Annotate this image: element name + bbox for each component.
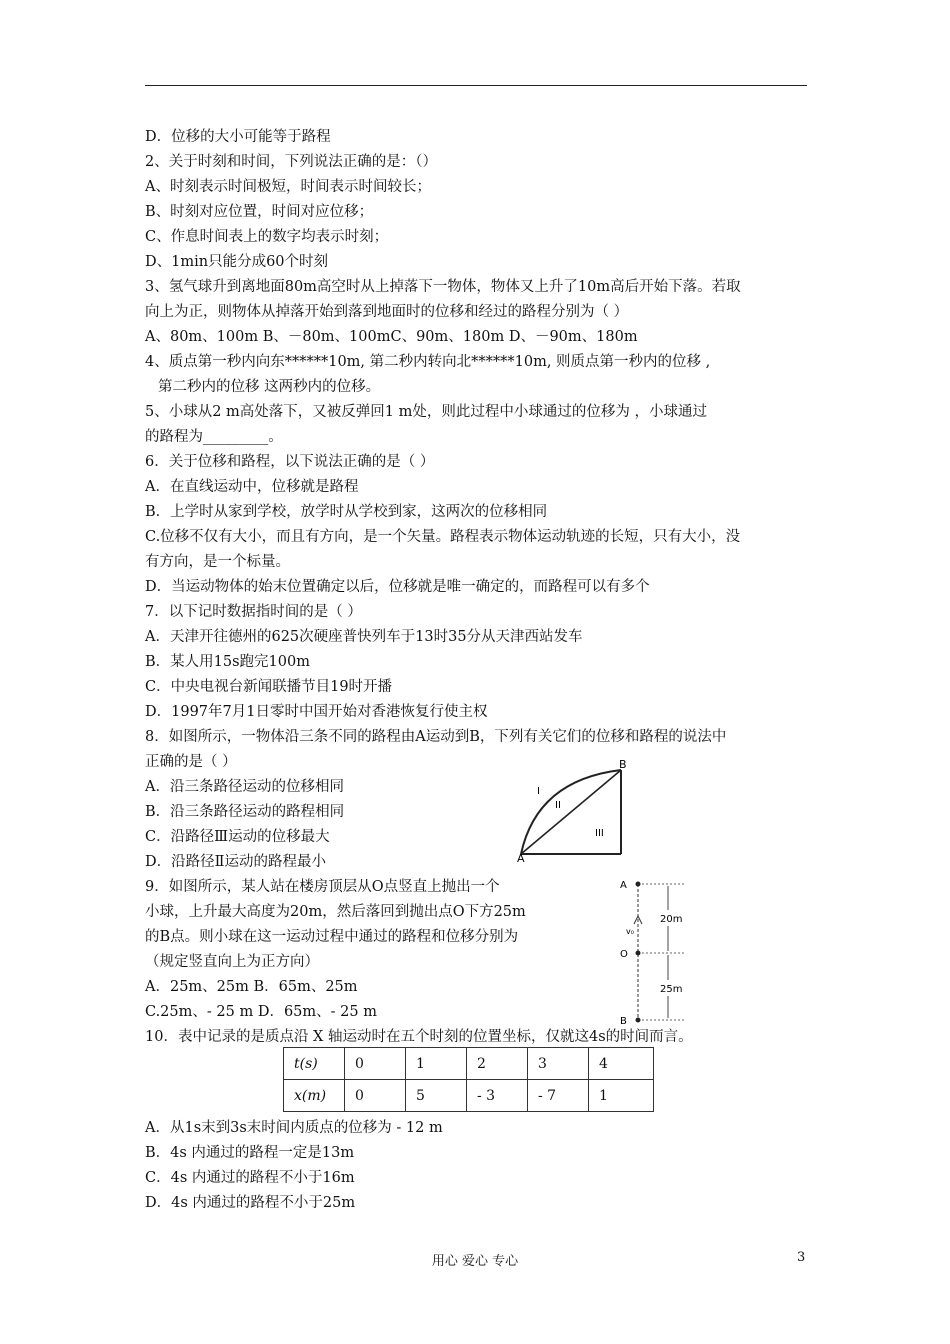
- text-line: A、时刻表示时间极短，时间表示时间较长；: [145, 179, 431, 195]
- table-cell: 1: [589, 1080, 654, 1112]
- text-line: D．当运动物体的始末位置确定以后，位移就是唯一确定的，而路程可以有多个: [145, 579, 650, 595]
- table-cell: 5: [406, 1080, 467, 1112]
- path-ii-straight: [521, 770, 621, 854]
- question-3: 3、氢气球升到离地面80m高空时从上掉落下一物体，物体又上升了10m高后开始下落。若取: [145, 279, 741, 295]
- table-row: [284, 1048, 654, 1080]
- label-v0: v₀: [626, 927, 634, 936]
- page-number: 3: [797, 1250, 806, 1265]
- text-line: B．4s 内通过的路程一定是13m: [145, 1145, 355, 1161]
- table-cell: 3: [528, 1048, 589, 1080]
- text-line: A、80m、100m B、－80m、100mC、90m、180m D、－90m、180m: [145, 329, 638, 345]
- table-header-t: t(s): [284, 1048, 345, 1080]
- point-o: [636, 951, 641, 956]
- text-line: D．4s 内通过的路程不小于25m: [145, 1195, 356, 1211]
- position-time-table: [283, 1047, 654, 1112]
- text-line: C.25m、- 25 m D．65m、- 25 m: [145, 1004, 377, 1020]
- text-line: 向上为正，则物体从掉落开始到落到地面时的位移和经过的路程分别为（ ）: [145, 304, 629, 320]
- question-5: 5、小球从2 m高处落下，又被反弹回1 m处，则此过程中小球通过的位移为 ，小球通过: [145, 404, 707, 420]
- text-line: C.位移不仅有大小，而且有方向，是一个矢量。路程表示物体运动轨迹的长短，只有大小，没: [145, 529, 741, 545]
- table-header-x: x(m): [284, 1080, 345, 1112]
- label-o: O: [620, 949, 628, 960]
- point-a: [636, 882, 641, 887]
- text-line: B、时刻对应位置，时间对应位移；: [145, 204, 374, 220]
- label-iii: III: [595, 828, 604, 839]
- label-a: A: [620, 880, 627, 891]
- text-line: C．中央电视台新闻联播节目19时开播: [145, 679, 393, 695]
- label-ii: II: [555, 800, 561, 811]
- table-cell: - 3: [467, 1080, 528, 1112]
- text-line: B．沿三条路径运动的路程相同: [145, 804, 345, 820]
- figure-vertical-throw: [612, 872, 692, 1027]
- text-line: 正确的是（ ）: [145, 754, 237, 770]
- footer-text: 用心 爱心 专心: [431, 1254, 519, 1269]
- text-line: A．在直线运动中，位移就是路程: [145, 479, 359, 495]
- table-cell: - 7: [528, 1080, 589, 1112]
- label-i: I: [537, 786, 540, 797]
- text-line: A．沿三条路径运动的位移相同: [145, 779, 344, 795]
- text-line: C．沿路径Ⅲ运动的位移最大: [145, 829, 330, 845]
- text-line: D．位移的大小可能等于路程: [145, 129, 331, 145]
- table-cell: 1: [406, 1048, 467, 1080]
- table-cell: 4: [589, 1048, 654, 1080]
- text-line: C．4s 内通过的路程不小于16m: [145, 1170, 355, 1186]
- text-line: 第二秒内的位移 这两秒内的位移。: [158, 379, 381, 395]
- text-line: D、1min只能分成60个时刻: [145, 254, 329, 270]
- text-line: 小球，上升最大高度为20m，然后落回到抛出点O下方25m: [145, 904, 526, 920]
- question-10: 10．表中记录的是质点沿 X 轴运动时在五个时刻的位置坐标，仅就这4s的时间而言。: [145, 1029, 693, 1045]
- question-9: 9．如图所示，某人站在楼房顶层从O点竖直上抛出一个: [145, 879, 500, 895]
- header-rule: [145, 85, 807, 86]
- text-line: 的B点。则小球在这一运动过程中通过的路程和位移分别为: [145, 929, 519, 945]
- text-line: A．25m、25m B．65m、25m: [145, 979, 358, 995]
- question-8: 8．如图所示，一物体沿三条不同的路程由A运动到B，下列有关它们的位移和路程的说法中: [145, 729, 727, 745]
- text-line: C、作息时间表上的数字均表示时刻；: [145, 229, 389, 245]
- label-b: B: [619, 758, 627, 771]
- label-25m: 25m: [660, 984, 683, 995]
- text-line: （规定竖直向上为正方向）: [145, 954, 319, 970]
- label-20m: 20m: [660, 914, 683, 925]
- question-7: 7．以下记时数据指时间的是（ ）: [145, 604, 362, 620]
- question-4: 4、质点第一秒内向东******10m, 第二秒内转向北******10m, 则质点第一秒内的位移 ,: [145, 354, 711, 370]
- table-cell: 0: [345, 1080, 406, 1112]
- text-line: A．从1s末到3s末时间内质点的位移为 - 12 m: [145, 1120, 443, 1136]
- question-6: 6．关于位移和路程，以下说法正确的是（ ）: [145, 454, 435, 470]
- text-line: 有方向，是一个标量。: [145, 554, 290, 570]
- table-cell: 2: [467, 1048, 528, 1080]
- point-b: [636, 1018, 641, 1023]
- table-cell: 0: [345, 1048, 406, 1080]
- text-line: B．上学时从家到学校，放学时从学校到家，这两次的位移相同: [145, 504, 548, 520]
- figure-paths-a-to-b: [515, 758, 635, 863]
- text-line: D．1997年7月1日零时中国开始对香港恢复行使主权: [145, 704, 488, 720]
- label-a: A: [517, 852, 525, 863]
- question-2: 2、关于时刻和时间，下列说法正确的是：（）: [145, 154, 437, 170]
- text-line: A．天津开往德州的625次硬座普快列车于13时35分从天津西站发车: [145, 629, 583, 645]
- table-row: [284, 1080, 654, 1112]
- text-line: B．某人用15s跑完100m: [145, 654, 310, 670]
- text-line: 的路程为_________。: [145, 429, 283, 445]
- text-line: D．沿路径Ⅱ运动的路程最小: [145, 854, 326, 870]
- label-b: B: [620, 1016, 627, 1027]
